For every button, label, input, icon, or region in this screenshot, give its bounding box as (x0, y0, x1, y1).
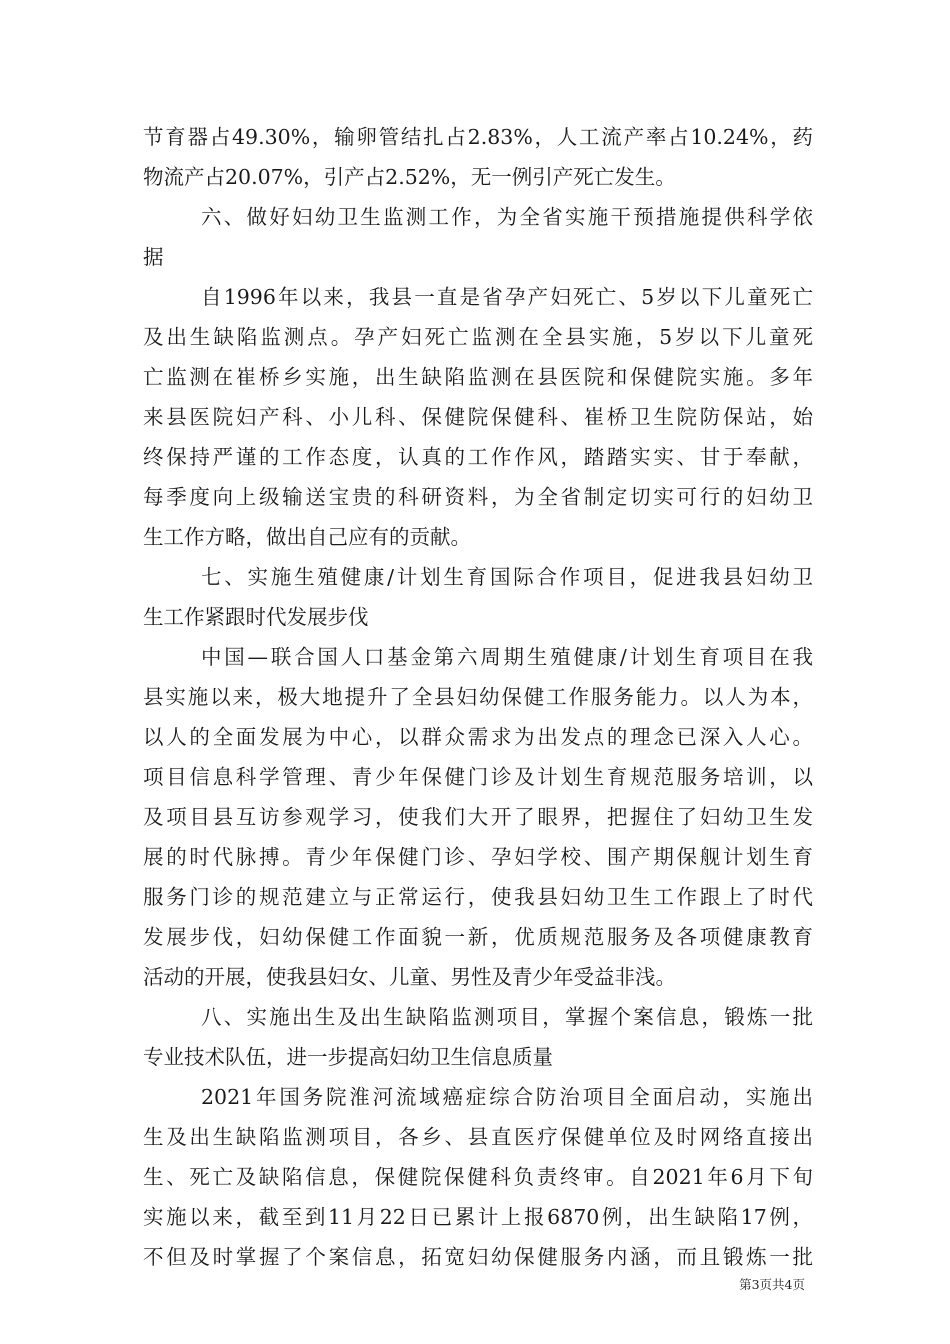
text-line: 不但及时掌握了个案信息，拓宽妇幼保健服务内涵，而且锻炼一批 (143, 1245, 813, 1269)
text-line: 八、实施出生及出生缺陷监测项目，掌握个案信息，锻炼一批 (201, 1005, 813, 1029)
text-line: 县实施以来，极大地提升了全县妇幼保健工作服务能力。以人为本， (143, 685, 813, 709)
text-line: 实施以来，截至到11月22日已累计上报6870例，出生缺陷17例， (143, 1205, 813, 1229)
text-line: 服务门诊的规范建立与正常运行，使我县妇幼卫生工作跟上了时代 (143, 885, 813, 909)
document-body (143, 117, 813, 1277)
text-line: 七、实施生殖健康/计划生育国际合作项目，促进我县妇幼卫 (201, 565, 813, 589)
text-line: 项目信息科学管理、青少年保健门诊及计划生育规范服务培训，以 (143, 765, 813, 789)
text-line: 以人的全面发展为中心，以群众需求为出发点的理念已深入人心。 (143, 725, 813, 749)
text-line: 生及出生缺陷监测项目，各乡、县直医疗保健单位及时网络直接出 (143, 1125, 813, 1149)
text-line: 自1996年以来，我县一直是省孕产妇死亡、5岁以下儿童死亡 (201, 285, 813, 309)
text-line: 生工作方略，做出自己应有的贡献。 (143, 525, 471, 549)
text-line: 及项目县互访参观学习，使我们大开了眼界，把握住了妇幼卫生发 (143, 805, 813, 829)
text-line: 中国—联合国人口基金第六周期生殖健康/计划生育项目在我 (201, 645, 813, 669)
text-line: 生、死亡及缺陷信息，保健院保健科负责终审。自2021年6月下旬 (143, 1165, 813, 1189)
text-line: 发展步伐，妇幼保健工作面貌一新，优质规范服务及各项健康教育 (143, 925, 813, 949)
text-line: 2021年国务院淮河流域癌症综合防治项目全面启动，实施出 (201, 1085, 813, 1109)
text-line: 来县医院妇产科、小儿科、保健院保健科、崔桥卫生院防保站，始 (143, 405, 813, 429)
text-line: 每季度向上级输送宝贵的科研资料，为全省制定切实可行的妇幼卫 (143, 485, 813, 509)
text-line: 节育器占49.30%，输卵管结扎占2.83%，人工流产率占10.24%，药 (143, 125, 813, 149)
text-line: 据 (143, 245, 164, 269)
text-line: 专业技术队伍，进一步提高妇幼卫生信息质量 (143, 1045, 553, 1069)
text-line: 生工作紧跟时代发展步伐 (143, 605, 369, 629)
text-line: 活动的开展，使我县妇女、儿童、男性及青少年受益非浅。 (143, 965, 676, 989)
text-line: 展的时代脉搏。青少年保健门诊、孕妇学校、围产期保舰计划生育 (143, 845, 813, 869)
text-line: 亡监测在崔桥乡实施，出生缺陷监测在县医院和保健院实施。多年 (143, 365, 813, 389)
text-line: 六、做好妇幼卫生监测工作，为全省实施干预措施提供科学依 (201, 205, 813, 229)
text-line: 物流产占20.07%，引产占2.52%，无一例引产死亡发生。 (143, 165, 676, 189)
page-number-footer: 第3页共4页 (739, 1277, 805, 1292)
text-line: 及出生缺陷监测点。孕产妇死亡监测在全县实施，5岁以下儿童死 (143, 325, 813, 349)
text-line: 终保持严谨的工作态度，认真的工作作风，踏踏实实、甘于奉献， (143, 445, 813, 469)
